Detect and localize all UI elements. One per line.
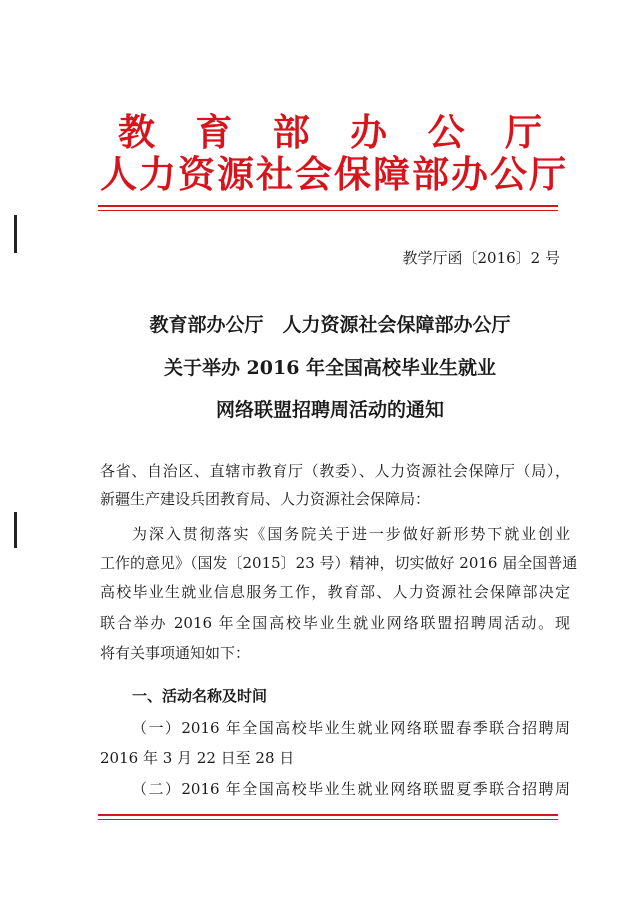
header-char: 育 bbox=[195, 110, 233, 154]
header-red-rule-thin bbox=[98, 210, 558, 211]
section-heading: 一、活动名称及时间 bbox=[132, 687, 268, 705]
paragraph-line: 将有关事项通知如下： bbox=[100, 644, 251, 662]
header-red-rule-thick bbox=[98, 205, 558, 207]
list-item-line: 2016 年 3 月 22 日至 28 日 bbox=[100, 749, 295, 767]
list-item-line: （一）2016 年全国高校毕业生就业网络联盟春季联合招聘周 bbox=[132, 719, 570, 737]
header-char: 公 bbox=[427, 110, 465, 154]
header-char: 部 bbox=[272, 110, 310, 154]
title-line1: 教育部办公厅 人力资源社会保障部办公厅 bbox=[149, 314, 511, 336]
document-number: 教学厅函〔2016〕2 号 bbox=[402, 249, 560, 267]
issuer-header-line1 bbox=[100, 110, 556, 154]
paragraph-line: 联合举办 2016 年全国高校毕业生就业网络联盟招聘周活动。现 bbox=[100, 614, 570, 632]
title-line2: 关于举办 2016 年全国高校毕业生就业 bbox=[163, 357, 497, 379]
title-line3: 网络联盟招聘周活动的通知 bbox=[215, 399, 444, 421]
recipients-line1: 各省、自治区、直辖市教育厅（教委）、人力资源社会保障厅（局）， bbox=[100, 462, 570, 480]
header-char: 厅 bbox=[504, 110, 542, 154]
scan-edge-mark-top bbox=[14, 215, 17, 253]
list-item-line: （二）2016 年全国高校毕业生就业网络联盟夏季联合招聘周 bbox=[132, 780, 570, 798]
issuer-header-line2: 人力资源社会保障部办公厅 bbox=[100, 152, 568, 196]
recipients-line2: 新疆生产建设兵团教育局、人力资源社会保障局： bbox=[100, 490, 431, 508]
footer-red-rule-thin bbox=[98, 819, 558, 820]
paragraph-line: 高校毕业生就业信息服务工作，教育部、人力资源社会保障部决定 bbox=[100, 583, 570, 601]
header-char: 办 bbox=[350, 110, 388, 154]
footer-red-rule-thick bbox=[98, 814, 558, 816]
header-char: 教 bbox=[118, 110, 155, 154]
scan-edge-mark-middle bbox=[14, 512, 17, 548]
paragraph-line: 工作的意见》（国发〔2015〕23 号）精神，切实做好 2016 届全国普通 bbox=[100, 554, 578, 572]
paragraph-line: 为深入贯彻落实《国务院关于进一步做好新形势下就业创业 bbox=[132, 525, 570, 543]
